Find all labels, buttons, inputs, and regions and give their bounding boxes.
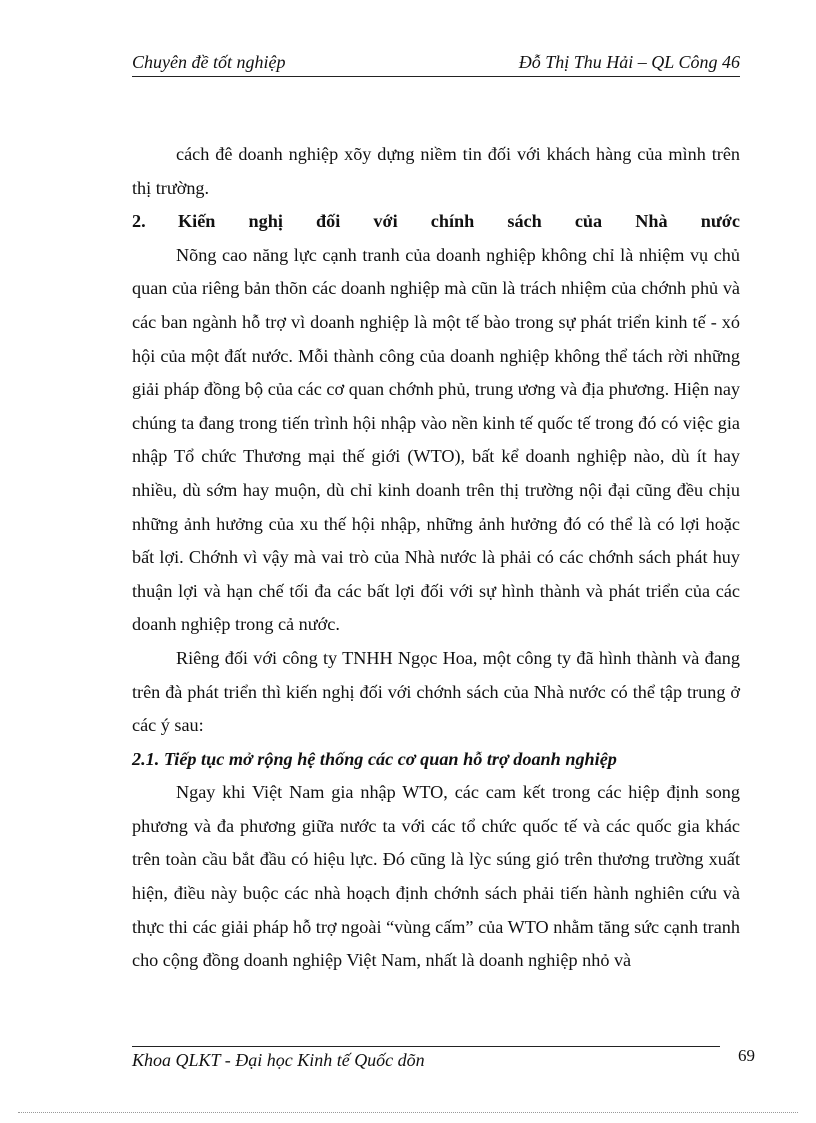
- section-title-word: Kiến: [178, 211, 216, 232]
- paragraph-intro: cách đê doanh nghiệp xõy dựng niềm tin đối với khách hàng của mình trên thị trường.: [132, 144, 740, 198]
- section-title-word: Nhà: [635, 211, 668, 232]
- section-heading-2: [132, 205, 740, 239]
- header-title: Chuyên đề tốt nghiệp: [132, 52, 286, 72]
- footer-divider: [132, 1046, 720, 1047]
- section-number: 2.: [132, 211, 146, 232]
- header-author: Đỗ Thị Thu Hải – QL Công 46: [518, 52, 740, 72]
- paragraph-1: Nõng cao năng lực cạnh tranh của doanh nghiệp không chỉ là nhiệm vụ chủ quan của riêng bản thõn các doanh nghiệp mà cũn là trách nhiệm của chớnh phủ và các ban ngành hỗ trợ vì doanh nghiệp là một tế bào trong sự phát triển kinh tế - xó hội của một đất nước. Mỗi thành công của doanh nghiệp không thể tách rời những giải pháp đồng bộ của các cơ quan chớnh phủ, trung ương và địa phương. Hiện nay chúng ta đang trong tiến trình hội nhập vào nền kinh tế quốc tế trong đó có việc gia nhập Tổ chức Thương mại thế giới (WTO), bất kể doanh nghiệp nào, dù ít hay nhiều, dù sớm hay muộn, dù chỉ kinh doanh trên thị trường nội đại cũng đều chịu những ảnh hưởng của xu thế hội nhập, những ảnh hưởng đó có thể là có lợi hoặc bất lợi. Chớnh vì vậy mà vai trò của Nhà nước là phải có các chớnh sách phát huy thuận lợi và hạn chế tối đa các bất lợi đối với sự hình thành và phát triển của các doanh nghiệp trong cả nước.: [132, 244, 740, 635]
- subsection-heading-2-1: 2.1. Tiếp tục mở rộng hệ thống các cơ quan hỗ trợ doanh nghiệp: [132, 748, 617, 769]
- section-title-word: nước: [700, 211, 740, 232]
- page-bottom-border: [18, 1112, 798, 1113]
- section-title-word: của: [574, 211, 603, 232]
- section-title-word: sách: [507, 211, 542, 232]
- section-title-word: với: [373, 211, 398, 232]
- footer-institution: Khoa QLKT - Đại học Kinh tế Quốc dõn: [132, 1050, 425, 1070]
- section-title: [178, 205, 740, 239]
- paragraph-3: Ngay khi Việt Nam gia nhập WTO, các cam kết trong các hiệp định song phương và đa phương giữa nước ta với các tổ chức quốc tế và các quốc gia khác trên toàn cầu bắt đầu có hiệu lực. Đó cũng là lỳc súng gió trên thương trường xuất hiện, điều này buộc các nhà hoạch định chớnh sách phải tiến hành nghiên cứu và thực thi các giải pháp hỗ trợ ngoài “vùng cấm” của WTO nhằm tăng sức cạnh tranh cho cộng đồng doanh nghiệp Việt Nam, nhất là doanh nghiệp nhỏ và: [132, 782, 740, 971]
- document-body: [132, 138, 740, 978]
- section-title-word: nghị: [248, 211, 283, 232]
- paragraph-2: Riêng đối với công ty TNHH Ngọc Hoa, một công ty đã hình thành và đang trên đà phát triển thì kiến nghị đối với chớnh sách của Nhà nước có thể tập trung ở các ý sau:: [132, 647, 740, 736]
- section-title-word: chính: [430, 211, 475, 232]
- page-number: 69: [738, 1046, 755, 1065]
- section-title-word: đối: [316, 211, 341, 232]
- page-header: [132, 50, 740, 77]
